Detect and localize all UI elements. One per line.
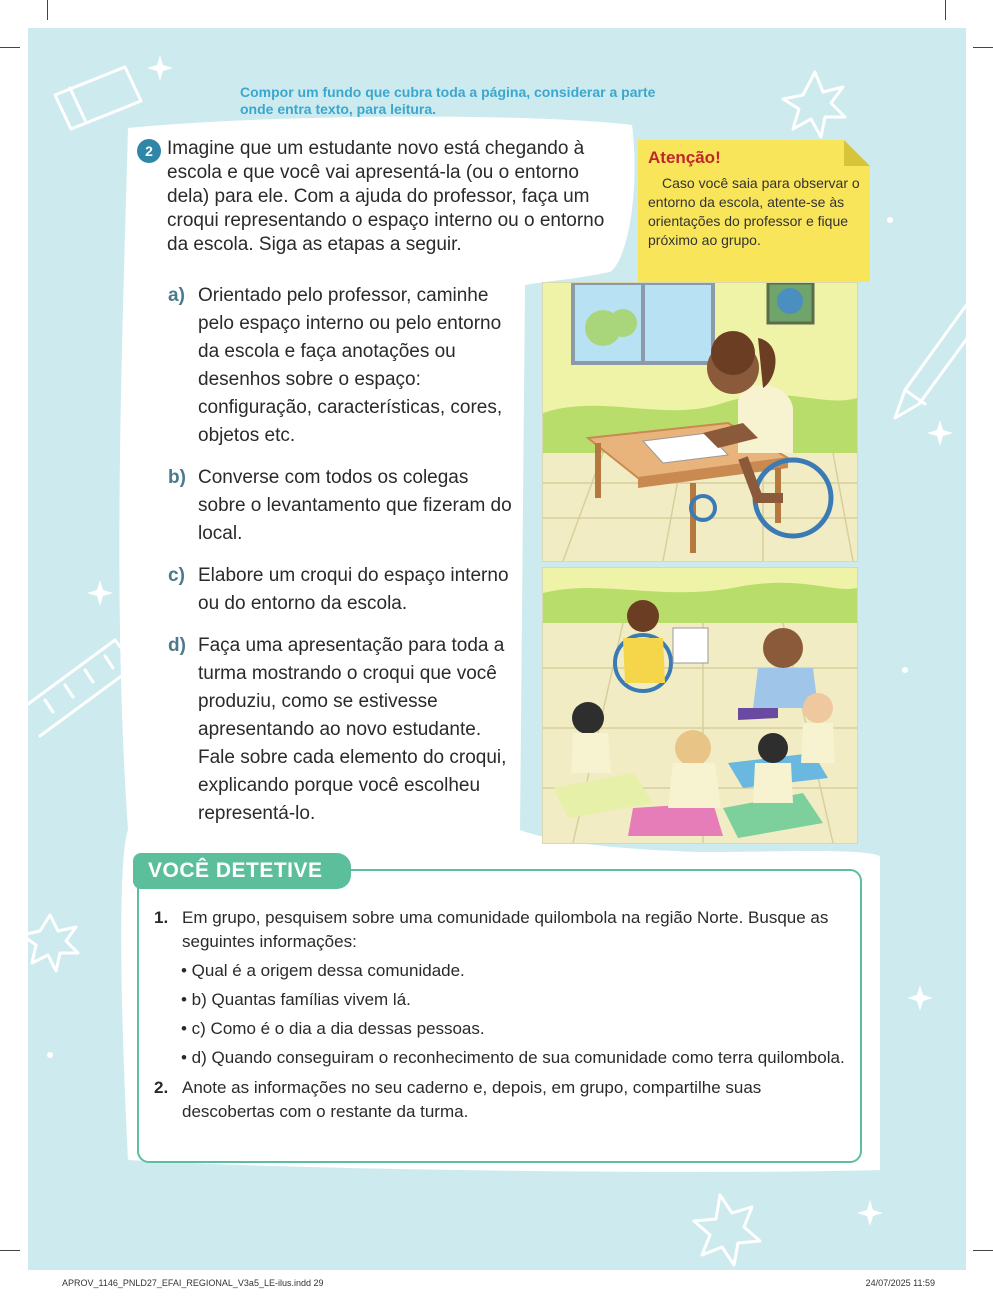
attention-note — [638, 140, 870, 282]
step-d — [168, 632, 518, 828]
detective-content — [154, 906, 854, 1124]
bullet-item: • d) Quando conseguiram o reconhecimento de sua comunidade como terra quilombola. — [181, 1048, 845, 1067]
question-number-badge: 2 — [137, 139, 161, 163]
illustration-student-drawing — [542, 282, 858, 562]
detective-item-1 — [154, 906, 854, 954]
layout-note: Compor um fundo que cubra toda a página, considerar a parte onde entra texto, para leitura. — [240, 84, 656, 117]
item-number: 2. — [154, 1078, 169, 1097]
steps-list — [168, 282, 518, 842]
detective-heading-tab — [133, 853, 351, 889]
attention-body: Caso você saia para observar o entorno da escola, atente-se às orientações do professor e fique próximo ao grupo. — [648, 175, 860, 248]
item-text: Em grupo, pesquisem sobre uma comunidade quilombola na região Norte. Busque as seguintes informações: — [182, 908, 829, 951]
item-text: Anote as informações no seu caderno e, depois, em grupo, compartilhe suas descobertas com o restante da turma. — [182, 1078, 762, 1121]
step-letter: d) — [168, 635, 186, 656]
step-text: Elabore um croqui do espaço interno ou do entorno da escola. — [198, 565, 509, 614]
attention-title: Atenção! — [648, 148, 721, 167]
illustration-group-circle — [542, 567, 858, 844]
bullet-item: • b) Quantas famílias vivem lá. — [181, 990, 411, 1009]
footer-date: 24/07/2025 11:59 — [865, 1278, 935, 1288]
question-text: Imagine que um estudante novo está chegando à escola e que você vai apresentá-la (ou o entorno dela) para ele. Com a ajuda do professor, faça um croqui representando o espaço interno ou o entorno da escola. Siga as etapas a seguir. — [167, 138, 605, 255]
detective-title: VOCÊ DETETIVE — [148, 859, 323, 882]
item-number: 1. — [154, 908, 169, 927]
step-text: Orientado pelo professor, caminhe pelo espaço interno ou pelo entorno da escola e faça anotações ou desenhos sobre o espaço: configuração, características, cores, objetos etc. — [198, 285, 503, 446]
page-fold-corner — [844, 140, 870, 166]
detective-item-2 — [154, 1076, 854, 1124]
step-b — [168, 464, 518, 548]
step-a — [168, 282, 518, 450]
step-letter: b) — [168, 467, 186, 488]
step-letter: c) — [168, 565, 185, 586]
bullet-item: • Qual é a origem dessa comunidade. — [181, 961, 465, 980]
footer-file: APROV_1146_PNLD27_EFAI_REGIONAL_V3a5_LE-ilus.indd 29 — [62, 1278, 324, 1288]
step-letter: a) — [168, 285, 185, 306]
step-c — [168, 562, 518, 618]
step-text: Faça uma apresentação para toda a turma mostrando o croqui que você produziu, como se estivesse apresentando ao novo estudante. Fale sobre cada elemento do croqui, explicando porque você escolheu representá-lo. — [198, 635, 507, 824]
bullet-item: • c) Como é o dia a dia dessas pessoas. — [181, 1019, 485, 1038]
step-text: Converse com todos os colegas sobre o levantamento que fizeram do local. — [198, 467, 512, 544]
